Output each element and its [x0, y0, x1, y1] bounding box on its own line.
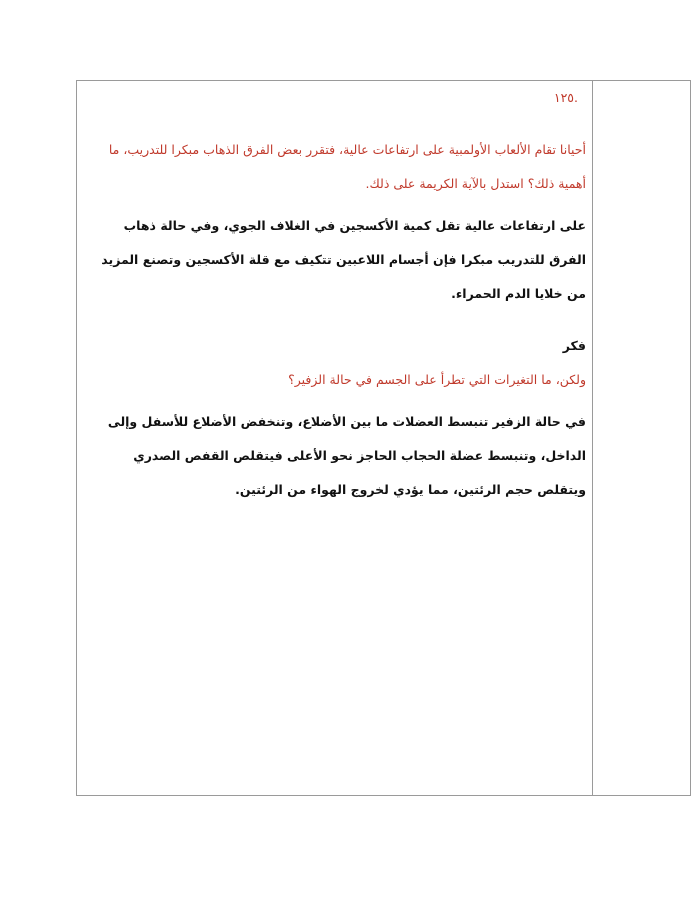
think-label: فكر: [562, 338, 586, 353]
question-2: ولكن، ما التغيرات التي تطرأ على الجسم في حالة الزفير؟: [288, 372, 586, 387]
question-number: .١٢٥: [553, 90, 578, 105]
question-1: أحيانا تقام الألعاب الأولمبية على ارتفاعات عالية، فتقرر بعض الفرق الذهاب مبكرا للتدريب، ما أهمية ذلك؟ استدل بالآية الكريمة على ذلك.: [108, 142, 586, 191]
answer-1: على ارتفاعات عالية تقل كمية الأكسجين في الغلاف الجوي، وفي حالة ذهاب الفرق للتدريب مبكرا فإن أجسام اللاعبين تتكيف مع قلة الأكسجين وتصنع المزيد من خلايا الدم الحمراء.: [101, 218, 586, 301]
side-cell: [593, 81, 690, 795]
main-cell: [77, 81, 592, 795]
content-table: [76, 80, 691, 796]
answer-2: في حالة الزفير تنبسط العضلات ما بين الأضلاع، وتنخفض الأضلاع للأسفل وإلى الداخل، وتنبسط عضلة الحجاب الحاجز نحو الأعلى فيتقلص القفص الصدري ويتقلص حجم الرئتين، مما يؤدي لخروج الهواء من الرئتين.: [107, 414, 586, 497]
